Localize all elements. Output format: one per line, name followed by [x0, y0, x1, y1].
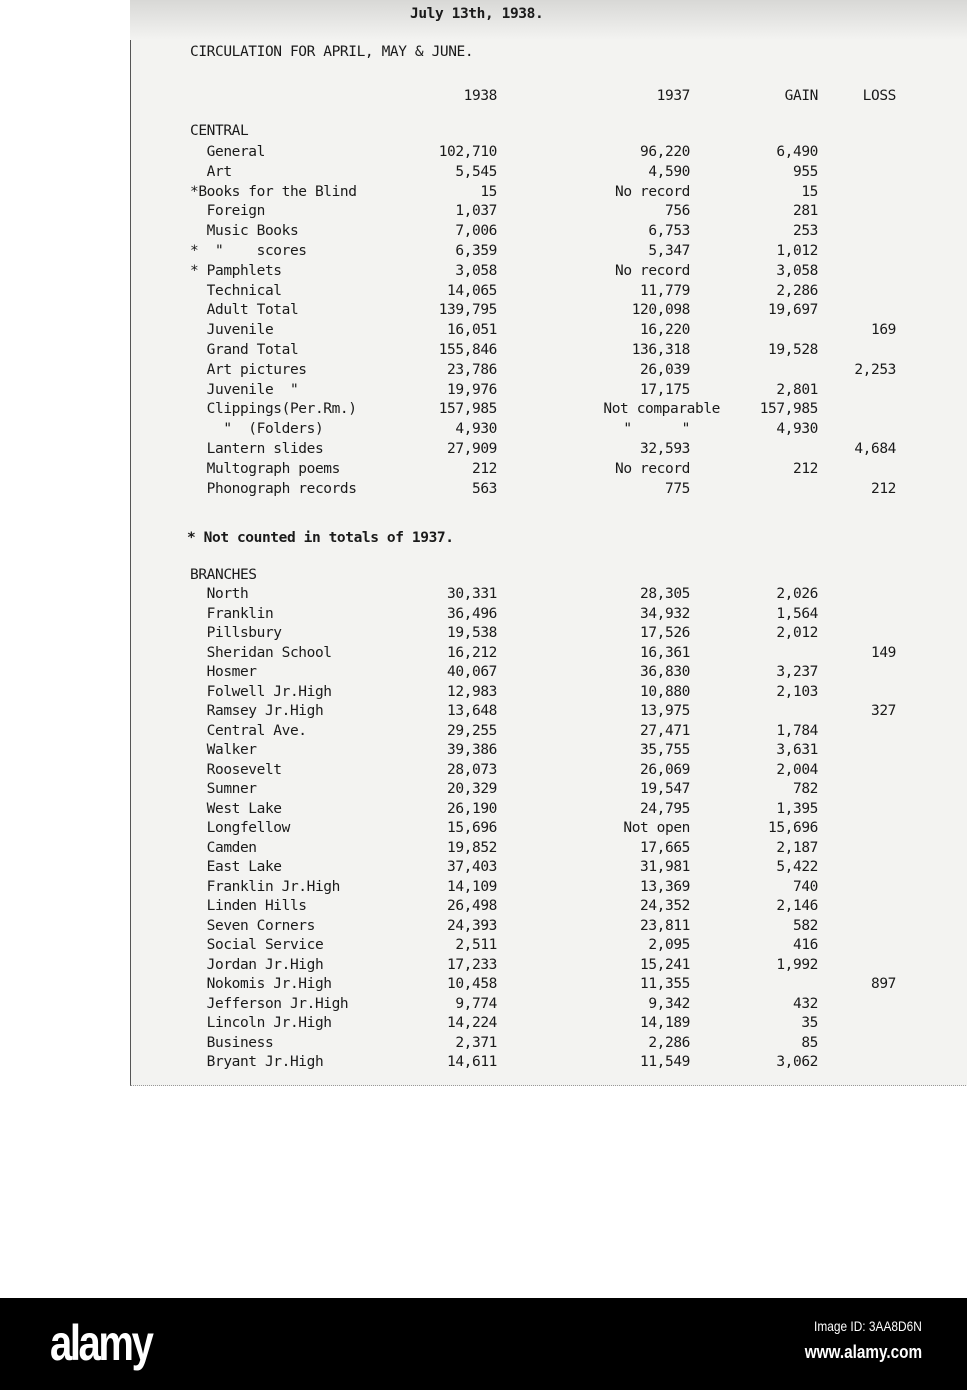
- row-label: Music Books: [190, 223, 299, 240]
- value-1938: 212: [472, 460, 497, 477]
- table-row: [0, 877, 967, 897]
- value-gain: 2,801: [776, 381, 818, 398]
- row-label: " (Folders): [190, 421, 324, 438]
- row-label: Clippings(Per.Rm.): [190, 401, 357, 418]
- table-row: [0, 1052, 967, 1072]
- table-row: [0, 584, 967, 604]
- table-row: [0, 760, 967, 780]
- value-gain: 2,187: [776, 839, 818, 856]
- value-gain: 955: [793, 163, 818, 180]
- column-header-loss: LOSS: [862, 88, 896, 104]
- table-row: [0, 201, 967, 221]
- column-header-1937: 1937: [656, 88, 690, 104]
- row-label: Nokomis Jr.High: [190, 976, 332, 992]
- value-1937: 16,220: [640, 322, 690, 339]
- table-row: [0, 162, 967, 182]
- value-1938: 139,795: [438, 302, 497, 319]
- value-1937: 775: [665, 480, 690, 497]
- row-label: Seven Corners: [190, 917, 315, 934]
- table-row: [0, 300, 967, 320]
- table-row: [0, 261, 967, 281]
- value-1937: No record: [615, 262, 690, 279]
- row-label: Franklin Jr.High: [190, 878, 340, 895]
- value-1937: 28,305: [640, 586, 690, 602]
- row-label: Lincoln Jr.High: [190, 1015, 332, 1031]
- value-1937: Not comparable: [603, 401, 720, 418]
- value-gain: 582: [793, 917, 818, 934]
- value-gain: 85: [801, 1034, 818, 1051]
- value-1937: 120,098: [631, 302, 690, 319]
- table-row: [0, 916, 967, 936]
- value-1937: 31,981: [640, 859, 690, 875]
- table-row: [0, 662, 967, 682]
- value-1938: 19,976: [447, 381, 497, 398]
- value-gain: 6,490: [776, 144, 818, 160]
- value-1938: 20,329: [447, 781, 497, 797]
- document-date: July 13th, 1938.: [410, 6, 544, 22]
- value-gain: 3,631: [776, 742, 818, 758]
- value-1938: 155,846: [438, 342, 497, 358]
- value-loss: 4,684: [854, 441, 896, 457]
- row-label: Multograph poems: [190, 460, 340, 477]
- row-label: General: [190, 144, 265, 160]
- table-row: [0, 857, 967, 877]
- value-gain: 2,146: [776, 898, 818, 914]
- value-gain: 19,697: [768, 302, 818, 319]
- value-gain: 3,062: [776, 1054, 818, 1070]
- table-row: [0, 682, 967, 702]
- table-row: [0, 955, 967, 975]
- table-row: [0, 340, 967, 360]
- value-gain: 2,103: [776, 683, 818, 700]
- value-gain: 782: [793, 781, 818, 797]
- value-1937: 36,830: [640, 664, 690, 680]
- table-row: [0, 779, 967, 799]
- value-loss: 2,253: [854, 361, 896, 378]
- value-1938: 19,538: [447, 625, 497, 641]
- row-label: West Lake: [190, 800, 282, 817]
- value-1937: 19,547: [640, 781, 690, 797]
- value-1937: 11,355: [640, 976, 690, 992]
- row-label: North: [190, 586, 249, 602]
- table-row: [0, 935, 967, 955]
- row-label: Phonograph records: [190, 480, 357, 497]
- value-gain: 2,012: [776, 625, 818, 641]
- value-1938: 40,067: [447, 664, 497, 680]
- value-1937: 26,039: [640, 361, 690, 378]
- value-1938: 9,774: [455, 995, 497, 1012]
- value-1938: 10,458: [447, 976, 497, 992]
- value-gain: 1,012: [776, 243, 818, 259]
- value-1937: No record: [615, 460, 690, 477]
- value-gain: 2,004: [776, 761, 818, 778]
- watermark-bar: [0, 1298, 967, 1390]
- row-label: Jefferson Jr.High: [190, 995, 349, 1012]
- row-label: Folwell Jr.High: [190, 683, 332, 700]
- value-1937: 23,811: [640, 917, 690, 934]
- row-label: *Books for the Blind: [190, 183, 357, 200]
- value-gain: 1,564: [776, 605, 818, 622]
- row-label: Walker: [190, 742, 257, 758]
- table-row: [0, 380, 967, 400]
- value-1937: 15,241: [640, 956, 690, 973]
- value-1937: 6,753: [648, 223, 690, 240]
- value-loss: 897: [871, 976, 896, 992]
- row-label: * " scores: [190, 243, 307, 259]
- value-gain: 3,058: [776, 262, 818, 279]
- value-gain: 1,992: [776, 956, 818, 973]
- value-gain: 2,026: [776, 586, 818, 602]
- row-label: Ramsey Jr.High: [190, 703, 324, 719]
- row-label: East Lake: [190, 859, 282, 875]
- row-label: Roosevelt: [190, 761, 282, 778]
- table-row: [0, 623, 967, 643]
- row-label: Grand Total: [190, 342, 299, 358]
- row-label: Foreign: [190, 203, 265, 220]
- table-row: [0, 459, 967, 479]
- value-1938: 30,331: [447, 586, 497, 602]
- value-1937: No record: [615, 183, 690, 200]
- column-header-1938: 1938: [463, 88, 497, 104]
- value-1937: 26,069: [640, 761, 690, 778]
- value-1938: 1,037: [455, 203, 497, 220]
- value-gain: 5,422: [776, 859, 818, 875]
- image-id: Image ID: 3AA8D6N: [814, 1318, 922, 1334]
- value-1937: 9,342: [648, 995, 690, 1012]
- value-1937: 35,755: [640, 742, 690, 758]
- value-1937: 5,347: [648, 243, 690, 259]
- row-label: Art pictures: [190, 361, 307, 378]
- row-label: Camden: [190, 839, 257, 856]
- value-1937: 17,665: [640, 839, 690, 856]
- value-loss: 212: [871, 480, 896, 497]
- row-label: Longfellow: [190, 820, 290, 836]
- table-row: [0, 419, 967, 439]
- value-1937: 2,286: [648, 1034, 690, 1051]
- value-1937: 24,352: [640, 898, 690, 914]
- page-top-shading: [130, 0, 967, 40]
- value-1938: 5,545: [455, 163, 497, 180]
- row-label: Art: [190, 163, 232, 180]
- value-loss: 327: [871, 703, 896, 719]
- value-1937: 13,369: [640, 878, 690, 895]
- table-row: [0, 142, 967, 162]
- table-row: [0, 604, 967, 624]
- row-label: Sheridan School: [190, 644, 332, 661]
- value-1938: 39,386: [447, 742, 497, 758]
- value-1938: 13,648: [447, 703, 497, 719]
- value-1938: 14,611: [447, 1054, 497, 1070]
- value-1938: 14,065: [447, 282, 497, 299]
- row-label: Adult Total: [190, 302, 299, 319]
- row-label: Hosmer: [190, 664, 257, 680]
- value-1938: 23,786: [447, 361, 497, 378]
- value-1938: 14,109: [447, 878, 497, 895]
- value-1938: 4,930: [455, 421, 497, 438]
- value-1937: 136,318: [631, 342, 690, 358]
- value-1938: 19,852: [447, 839, 497, 856]
- row-label: Technical: [190, 282, 282, 299]
- row-label: Juvenile: [190, 322, 274, 339]
- row-label: Franklin: [190, 605, 274, 622]
- row-label: Pillsbury: [190, 625, 282, 641]
- value-gain: 2,286: [776, 282, 818, 299]
- row-label: Juvenile ": [190, 381, 299, 398]
- value-1938: 28,073: [447, 761, 497, 778]
- table-row: [0, 399, 967, 419]
- value-gain: 1,784: [776, 722, 818, 739]
- row-label: Jordan Jr.High: [190, 956, 324, 973]
- value-1938: 2,371: [455, 1034, 497, 1051]
- row-label: * Pamphlets: [190, 262, 282, 279]
- value-1938: 37,403: [447, 859, 497, 875]
- table-row: [0, 838, 967, 858]
- value-1937: 756: [665, 203, 690, 220]
- value-1937: 27,471: [640, 722, 690, 739]
- value-gain: 4,930: [776, 421, 818, 438]
- table-row: [0, 994, 967, 1014]
- branches-heading: BRANCHES: [190, 567, 257, 583]
- value-1937: 4,590: [648, 163, 690, 180]
- value-gain: 35: [801, 1015, 818, 1031]
- value-1937: 34,932: [640, 605, 690, 622]
- value-1938: 36,496: [447, 605, 497, 622]
- value-1938: 24,393: [447, 917, 497, 934]
- table-row: [0, 479, 967, 499]
- table-row: [0, 740, 967, 760]
- central-heading: CENTRAL: [190, 123, 249, 139]
- value-1938: 26,498: [447, 898, 497, 914]
- value-loss: 169: [871, 322, 896, 339]
- table-row: [0, 643, 967, 663]
- value-gain: 157,985: [759, 401, 818, 418]
- value-gain: 15: [801, 183, 818, 200]
- document-title: CIRCULATION FOR APRIL, MAY & JUNE.: [190, 44, 474, 60]
- row-label: Sumner: [190, 781, 257, 797]
- row-label: Linden Hills: [190, 898, 307, 914]
- table-row: [0, 320, 967, 340]
- row-label: Business: [190, 1034, 274, 1051]
- table-row: [0, 818, 967, 838]
- value-1938: 102,710: [438, 144, 497, 160]
- value-1938: 27,909: [447, 441, 497, 457]
- value-gain: 1,395: [776, 800, 818, 817]
- value-gain: 3,237: [776, 664, 818, 680]
- value-1937: 32,593: [640, 441, 690, 457]
- value-1938: 16,212: [447, 644, 497, 661]
- value-1938: 157,985: [438, 401, 497, 418]
- alamy-logo: alamy: [50, 1315, 152, 1371]
- value-1938: 15,696: [447, 820, 497, 836]
- value-gain: 281: [793, 203, 818, 220]
- value-1938: 15: [480, 183, 497, 200]
- table-row: [0, 701, 967, 721]
- value-1938: 16,051: [447, 322, 497, 339]
- value-1937: 16,361: [640, 644, 690, 661]
- value-gain: 19,528: [768, 342, 818, 358]
- value-1937: 17,526: [640, 625, 690, 641]
- value-1938: 26,190: [447, 800, 497, 817]
- table-row: [0, 281, 967, 301]
- watermark-url: www.alamy.com: [804, 1342, 922, 1362]
- value-1937: 2,095: [648, 937, 690, 953]
- value-1937: 13,975: [640, 703, 690, 719]
- table-row: [0, 439, 967, 459]
- value-1937: " ": [623, 421, 690, 438]
- table-row: [0, 360, 967, 380]
- row-label: Lantern slides: [190, 441, 324, 457]
- value-gain: 15,696: [768, 820, 818, 836]
- value-gain: 253: [793, 223, 818, 240]
- value-1938: 563: [472, 480, 497, 497]
- row-label: Central Ave.: [190, 722, 307, 739]
- value-gain: 416: [793, 937, 818, 953]
- value-1938: 6,359: [455, 243, 497, 259]
- value-gain: 212: [793, 460, 818, 477]
- table-row: [0, 896, 967, 916]
- table-row: [0, 1033, 967, 1053]
- table-row: [0, 799, 967, 819]
- value-1937: 10,880: [640, 683, 690, 700]
- value-1937: 11,779: [640, 282, 690, 299]
- value-1938: 14,224: [447, 1015, 497, 1031]
- value-1937: Not open: [623, 820, 690, 836]
- value-1937: 96,220: [640, 144, 690, 160]
- table-row: [0, 974, 967, 994]
- value-1938: 3,058: [455, 262, 497, 279]
- table-row: [0, 1013, 967, 1033]
- table-row: [0, 182, 967, 202]
- value-1938: 29,255: [447, 722, 497, 739]
- table-row: [0, 721, 967, 741]
- value-1938: 2,511: [455, 937, 497, 953]
- value-1938: 7,006: [455, 223, 497, 240]
- column-header-gain: GAIN: [784, 88, 818, 104]
- value-1937: 24,795: [640, 800, 690, 817]
- value-loss: 149: [871, 644, 896, 661]
- value-gain: 740: [793, 878, 818, 895]
- table-row: [0, 241, 967, 261]
- value-1938: 17,233: [447, 956, 497, 973]
- table-row: [0, 221, 967, 241]
- value-1937: 17,175: [640, 381, 690, 398]
- value-1937: 11,549: [640, 1054, 690, 1070]
- value-1937: 14,189: [640, 1015, 690, 1031]
- row-label: Bryant Jr.High: [190, 1054, 324, 1070]
- value-1938: 12,983: [447, 683, 497, 700]
- value-gain: 432: [793, 995, 818, 1012]
- row-label: Social Service: [190, 937, 324, 953]
- footnote: * Not counted in totals of 1937.: [187, 530, 454, 546]
